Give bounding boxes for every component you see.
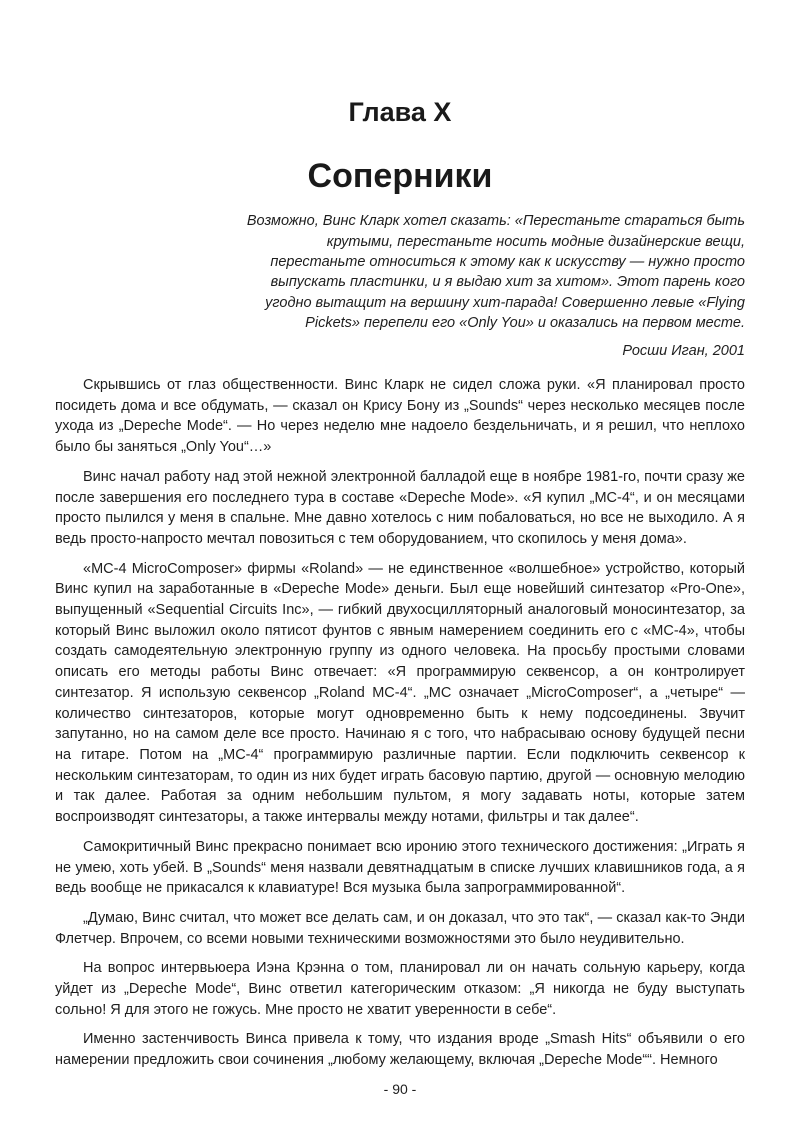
body-text bbox=[55, 375, 745, 1071]
chapter-title: Глава X bbox=[348, 97, 452, 127]
body-paragraph: «MC-4 MicroComposer» фирмы «Roland» — не единственное «волшебное» устройство, который Винс купил на заработанные в «Depeche Mode» деньги. Был еще новейший синтезатор «Pro-One», выпущенный «Sequential Circuits Inc», — гибкий двухосцилляторный аналоговый моносинтезатор, за который Винс выложил около пятисот фунтов с явным намерением соединить его с «MC-4», чтобы создать самодеятельную электронную группу из одного человека. На просьбу простыми словами описать его методы работы Винс отвечает: «Я программирую секвенсор, а он контролирует синтезатор. Я использую секвенсор „Roland MC-4“. „MC означает „MicroComposer“, а „четыре“ — количество синтезаторов, которые могут одновременно быть к нему подсоединены. Звучит запутанно, но на самом деле все просто. Начинаю я с того, что набрасываю основу будущей песни на гитаре. Потом на „MC-4“ программирую различные партии. Если подключить секвенсор к нескольким синтезаторам, то один из них будет играть басовую партию, другой — основную мелодию и так далее. Работая за одним небольшим пультом, я могу задавать ноты, которые затем воспроизводят синтезаторы, а также интервалы между нотами, фильтры и так далее“. bbox=[55, 560, 745, 826]
epigraph: Возможно, Винс Кларк хотел сказать: «Перестаньте стараться быть крутыми, перестаньте носить модные дизайнерские вещи, перестаньте относиться к этому как к искусству — нужно просто выпускать пластинки, и я выдаю хит за хитом». Этот парень кого угодно вытащит на вершину хит-парада! Совершенно левые «Flying Pickets» перепели его «Only You» и оказались на первом месте. bbox=[246, 213, 745, 332]
body-paragraph: Самокритичный Винс прекрасно понимает всю иронию этого технического достижения: „Играть я не умею, хоть убей. В „Sounds“ меня назвали девятнадцатым в списке лучших клавишников года, а я ведь вообще не прикасался к клавиатуре! Вся музыка была запрограммированной“. bbox=[55, 838, 745, 897]
body-paragraph: Именно застенчивость Винса привела к тому, что издания вроде „Smash Hits“ объявили о его намерении предложить свои сочинения „любому желающему, включая „Depeche Mode““. Немного bbox=[55, 1031, 745, 1069]
epigraph-attribution: Росши Иган, 2001 bbox=[622, 342, 745, 359]
page-number: - 90 - bbox=[383, 1080, 417, 1097]
body-paragraph: „Думаю, Винс считал, что может все делать сам, и он доказал, что это так“, — сказал как-то Энди Флетчер. Впрочем, со всеми новыми техническими возможностями это было неудивительно. bbox=[55, 909, 745, 947]
body-paragraph: На вопрос интервьюера Иэна Крэнна о том, планировал ли он начать сольную карьеру, когда уйдет из „Depeche Mode“, Винс ответил категорическим отказом: „Я никогда не буду выступать сольно! Я для этого не гожусь. Мне просто не хватит уверенности в себе“. bbox=[55, 960, 745, 1018]
body-paragraph: Винс начал работу над этой нежной электронной балладой еще в ноябре 1981-го, почти сразу же после завершения его последнего тура в составе «Depeche Mode». «Я купил „MC-4“, и он месяцами просто пылился у меня в спальне. Мне давно хотелось с ним побаловаться, но все не выходило. А я ведь просто-напросто мечтал повозиться с тем оборудованием, что скопилось у меня дома». bbox=[55, 468, 745, 547]
section-title: Соперники bbox=[307, 157, 493, 196]
body-paragraph: Скрывшись от глаз общественности. Винс Кларк не сидел сложа руки. «Я планировал просто посидеть дома и все обдумать, — сказал он Крису Бону из „Sounds“ через несколько месяцев после ухода из „Depeche Mode“. — Но через неделю мне надоело бездельничать, и я решил, что неплохо было бы заняться „Only You“…» bbox=[55, 377, 745, 456]
